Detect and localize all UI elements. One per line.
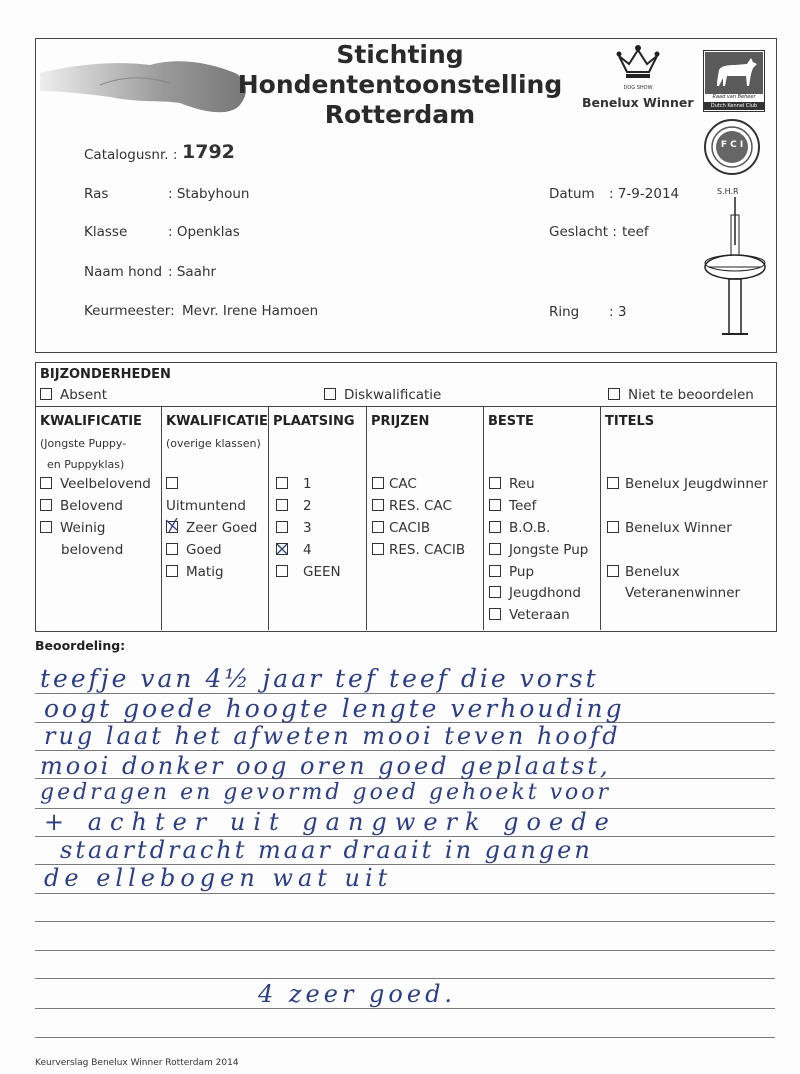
- kwalificatie-1-sub2: en Puppyklas): [47, 458, 125, 471]
- plaatsing-2-checkbox[interactable]: [276, 498, 312, 514]
- klasse-value: : Openklas: [168, 224, 240, 240]
- checkbox-icon: [166, 565, 178, 577]
- checkbox-icon: [40, 521, 52, 533]
- checkbox-icon: [489, 521, 501, 533]
- checkbox-icon: [372, 499, 384, 511]
- checkbox-icon: [276, 477, 288, 489]
- catalogus-label: Catalogusnr. :: [84, 147, 178, 163]
- veelbelovend-label: Veelbelovend: [60, 476, 151, 492]
- col-divider: [366, 406, 367, 630]
- plaatsing-3-checkbox[interactable]: [276, 520, 312, 536]
- handwritten-final-verdict: 4 zeer goed.: [258, 980, 457, 1008]
- klasse-label: Klasse: [84, 224, 128, 240]
- weinig-belovend-checkbox[interactable]: [40, 520, 106, 536]
- titels-header: TITELS: [605, 414, 655, 429]
- checkbox-icon: [276, 565, 288, 577]
- checkbox-icon: [489, 608, 501, 620]
- diskwalificatie-checkbox[interactable]: [324, 387, 441, 403]
- col-divider: [600, 406, 601, 630]
- jongste-pup-checkbox[interactable]: [489, 542, 588, 558]
- zeer-goed-label: Zeer Goed: [186, 520, 258, 536]
- veelbelovend-checkbox[interactable]: [40, 476, 151, 492]
- checkbox-icon: [489, 586, 501, 598]
- bijzonderheden-heading: BIJZONDERHEDEN: [40, 367, 171, 382]
- handwritten-line-5: gedragen en gevormd goed gehoekt voor: [40, 780, 612, 805]
- benelux-winner-checkbox[interactable]: [607, 520, 732, 536]
- prijzen-header: PRIJZEN: [371, 414, 430, 429]
- pup-checkbox[interactable]: [489, 564, 534, 580]
- kwalificatie-1-header: KWALIFICATIE: [40, 414, 142, 429]
- jongste-pup-label: Jongste Pup: [509, 542, 589, 558]
- goed-checkbox[interactable]: [166, 542, 222, 558]
- reu-checkbox[interactable]: [489, 476, 535, 492]
- datum-label: Datum: [549, 186, 595, 202]
- ras-value: : Stabyhoun: [168, 186, 250, 202]
- zeer-goed-checkbox[interactable]: [166, 520, 257, 536]
- checkbox-icon: [607, 565, 619, 577]
- plaatsing-3-label: 3: [303, 520, 312, 536]
- benelux-jeugdwinner-label: Benelux Jeugdwinner: [625, 476, 768, 492]
- dog-show-small-text: DOG SHOW: [623, 85, 653, 91]
- table-header-divider: [35, 406, 777, 407]
- beoordeling-label: Beoordeling:: [35, 638, 126, 653]
- niet-te-beoordelen-label: Niet te beoordelen: [628, 387, 754, 403]
- checkbox-icon: [607, 521, 619, 533]
- naam-hond-value: : Saahr: [168, 264, 217, 280]
- datum-value: : 7-9-2014: [609, 186, 680, 202]
- checkbox-icon: [608, 388, 620, 400]
- veteraan-checkbox[interactable]: [489, 607, 570, 623]
- checkbox-icon: [607, 477, 619, 489]
- footer-text: Keurverslag Benelux Winner Rotterdam 2014: [35, 1058, 239, 1068]
- title-line-1: Stichting: [336, 40, 464, 69]
- geslacht-value: teef: [622, 224, 649, 240]
- checkbox-icon: [276, 521, 288, 533]
- weinig-label: Weinig: [60, 520, 106, 536]
- kwalificatie-1-sub1: (Jongste Puppy-: [40, 437, 127, 450]
- checked-box-icon: [166, 521, 178, 533]
- matig-checkbox[interactable]: [166, 564, 224, 580]
- title-line-2: Hondententoonstelling: [237, 70, 563, 99]
- raad-van-beheer-logo: [703, 50, 765, 112]
- plaatsing-4-label: 4: [303, 542, 312, 558]
- hand-check-mark-icon: [165, 518, 179, 534]
- res-cacib-checkbox[interactable]: [372, 542, 465, 558]
- keurmeester-value: Mevr. Irene Hamoen: [182, 303, 319, 319]
- plaatsing-4-checkbox[interactable]: [276, 542, 312, 558]
- handwritten-line-8: de ellebogen wat uit: [44, 864, 393, 892]
- checkbox-icon: [40, 499, 52, 511]
- keurmeester-label: Keurmeester:: [84, 303, 175, 319]
- benelux-jeugdwinner-checkbox[interactable]: [607, 476, 768, 492]
- checkbox-icon: [372, 521, 384, 533]
- shr-text: S.H.R: [717, 187, 739, 196]
- checkbox-icon: [489, 543, 501, 555]
- res-cac-label: RES. CAC: [389, 498, 452, 514]
- niet-te-beoordelen-checkbox[interactable]: [608, 387, 754, 403]
- title-line-3: Rotterdam: [324, 100, 476, 129]
- checkbox-icon: [40, 388, 52, 400]
- checkbox-icon: [489, 477, 501, 489]
- res-cac-checkbox[interactable]: [372, 498, 452, 514]
- belovend-label: Belovend: [60, 498, 123, 514]
- writing-line: [35, 893, 775, 894]
- col-divider: [483, 406, 484, 630]
- goed-label: Goed: [186, 542, 222, 558]
- benelux-veteranenwinner-checkbox[interactable]: [607, 564, 680, 580]
- geslacht-label: Geslacht :: [549, 224, 617, 240]
- benelux-winner-label: Benelux Winner: [625, 520, 732, 536]
- jeugdhond-label: Jeugdhond: [509, 585, 581, 601]
- writing-line: [35, 921, 775, 922]
- writing-line: [35, 750, 775, 751]
- teef-label: Teef: [509, 498, 537, 514]
- naam-hond-label: Naam hond: [84, 264, 163, 280]
- benelux-label: Benelux: [625, 564, 680, 580]
- checkbox-icon: [489, 499, 501, 511]
- hand-x-mark-icon: [276, 543, 288, 555]
- plaatsing-geen-label: GEEN: [303, 564, 341, 580]
- diskwalificatie-label: Diskwalificatie: [344, 387, 442, 403]
- belovend-label-2: belovend: [61, 542, 124, 558]
- checkbox-icon: [372, 543, 384, 555]
- belovend-checkbox[interactable]: [40, 498, 123, 514]
- checkbox-icon: [166, 477, 178, 489]
- writing-line: [35, 1037, 775, 1038]
- bob-label: B.O.B.: [509, 520, 551, 536]
- uitmuntend-label: Uitmuntend: [166, 498, 246, 514]
- cac-checkbox[interactable]: [372, 476, 417, 492]
- fci-text: F C I: [720, 140, 744, 150]
- res-cacib-label: RES. CACIB: [389, 542, 466, 558]
- checkbox-icon: [372, 477, 384, 489]
- col-divider: [161, 406, 162, 630]
- checkbox-icon: [276, 499, 288, 511]
- absent-label: Absent: [60, 387, 107, 403]
- bob-checkbox[interactable]: [489, 520, 550, 536]
- matig-label: Matig: [186, 564, 224, 580]
- writing-line: [35, 978, 775, 979]
- plaatsing-1-label: 1: [303, 476, 312, 492]
- plaatsing-header: PLAATSING: [273, 414, 355, 429]
- kwalificatie-2-sub1: (overige klassen): [166, 437, 261, 450]
- pup-label: Pup: [509, 564, 535, 580]
- checkbox-icon: [40, 477, 52, 489]
- raad-van-beheer-text: Raad van Beheer: [712, 94, 756, 100]
- plaatsing-1-checkbox[interactable]: [276, 476, 312, 492]
- benelux-winner-logo-text: Benelux Winner: [582, 95, 694, 110]
- jeugdhond-checkbox[interactable]: [489, 585, 581, 601]
- handwritten-line-3: rug laat het afweten mooi teven hoofd: [44, 722, 621, 750]
- ring-value: : 3: [609, 304, 627, 320]
- reu-label: Reu: [509, 476, 535, 492]
- writing-line: [35, 950, 775, 951]
- plaatsing-geen-checkbox[interactable]: [276, 564, 341, 580]
- teef-checkbox[interactable]: [489, 498, 536, 514]
- checkbox-icon: [489, 565, 501, 577]
- handwritten-line-6: + achter uit gangwerk goede: [44, 808, 617, 836]
- handwritten-line-2: oogt goede hoogte lengte verhouding: [44, 694, 625, 723]
- ring-label: Ring: [549, 304, 580, 320]
- uitmuntend-checkbox[interactable]: [166, 476, 186, 492]
- handwritten-line-7: staartdracht maar draait in gangen: [60, 836, 593, 864]
- kwalificatie-2-header: KWALIFICATIE: [166, 414, 268, 429]
- checkbox-icon: [166, 543, 178, 555]
- cac-label: CAC: [389, 476, 417, 492]
- cacib-label: CACIB: [389, 520, 431, 536]
- handwritten-line-1: teefje van 4½ jaar tef teef die vorst: [40, 664, 599, 693]
- dog-silhouette-icon: [705, 52, 763, 94]
- crown-logo-icon: [615, 42, 661, 82]
- ras-label: Ras: [84, 186, 109, 202]
- veteranenwinner-label: Veteranenwinner: [625, 585, 741, 601]
- cacib-checkbox[interactable]: [372, 520, 430, 536]
- checked-box-icon: [276, 543, 288, 555]
- col-divider: [268, 406, 269, 630]
- writing-line: [35, 1008, 775, 1009]
- dutch-kennel-club-text: Dutch Kennel Club: [704, 102, 764, 110]
- handwritten-line-4: mooi donker oog oren goed geplaatst,: [40, 752, 611, 780]
- euromast-tower-icon: [700, 195, 770, 340]
- plaatsing-2-label: 2: [303, 498, 312, 514]
- beste-header: BESTE: [488, 414, 534, 429]
- checkbox-icon: [324, 388, 336, 400]
- absent-checkbox[interactable]: [40, 387, 107, 403]
- veteraan-label: Veteraan: [509, 607, 570, 623]
- catalogus-value: 1792: [182, 141, 235, 163]
